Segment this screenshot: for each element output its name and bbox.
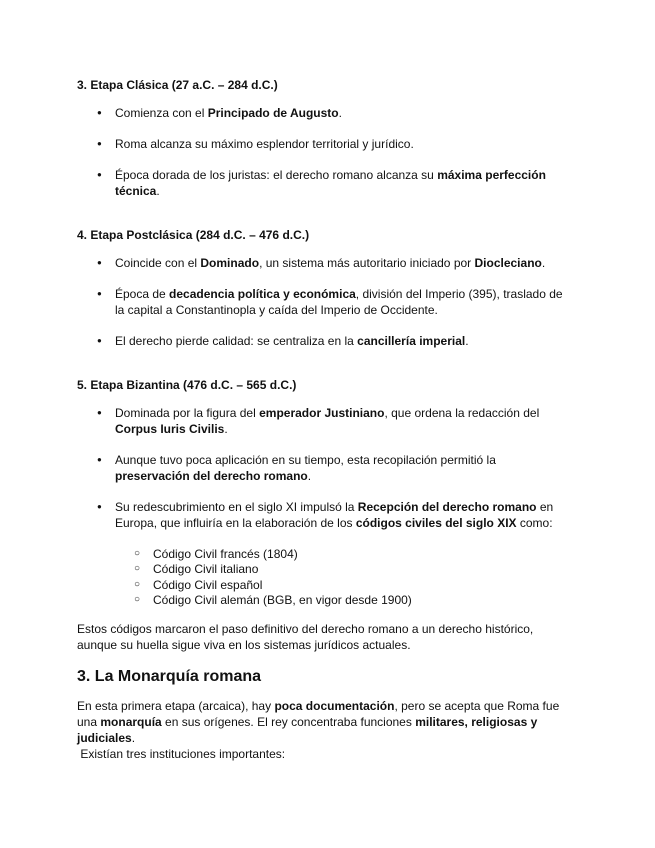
text: Comienza con el: [115, 106, 208, 120]
text: en Europa, que influiría en la elaboración de los: [115, 500, 554, 530]
list-item: [115, 499, 555, 531]
section-heading-bizantina: 5. Etapa Bizantina (476 d.C. – 565 d.C.): [77, 378, 297, 392]
text: Existían tres instituciones importantes:: [80, 747, 286, 761]
closing-paragraph: Estos códigos marcaron el paso definitivo del derecho romano a un derecho histórico, aunque su huella sigue viva en los sistemas jurídicos actuales.: [77, 622, 534, 652]
bold-text: máxima perfección técnica: [115, 168, 546, 198]
text: .: [465, 334, 469, 348]
text: .: [224, 422, 228, 436]
sub-list-item: ○ Código Civil francés (1804): [153, 546, 298, 562]
sub-list-item: ○ Código Civil español: [153, 577, 262, 593]
bold-text: decadencia política y económica: [169, 287, 356, 301]
text: Aunque tuvo poca aplicación en su tiempo, esta recopilación permitió la: [115, 453, 496, 467]
text: , un sistema más autoritario iniciado por: [259, 256, 475, 270]
bold-text: Corpus Iuris Civilis: [115, 422, 225, 436]
text: .: [307, 469, 312, 483]
section-heading-postclasica: 4. Etapa Postclásica (284 d.C. – 476 d.C.): [77, 228, 310, 242]
list-item: [115, 333, 585, 349]
text: .: [131, 731, 136, 745]
sub-list-item: ○ Código Civil italiano: [153, 561, 258, 577]
section-heading-clasica: 3. Etapa Clásica (27 a.C. – 284 d.C.): [77, 78, 278, 92]
text: Su redescubrimiento en el siglo XI impulsó la: [115, 500, 358, 514]
text: Coincide con el: [115, 256, 201, 270]
monarquia-paragraph: [77, 698, 582, 762]
bold-text: militares, religiosas y judiciales: [77, 715, 538, 745]
list-item: [115, 255, 585, 271]
text: Época dorada de los juristas: el derecho romano alcanza su: [115, 168, 438, 182]
text: .: [338, 106, 342, 120]
text: , que ordena la redacción del: [384, 406, 540, 420]
section-title-monarquia: 3. La Monarquía romana: [77, 668, 262, 685]
bold-text: cancillería imperial: [357, 334, 466, 348]
text: , división del Imperio (395), traslado de la capital a Constantinopla y caída del Imperio de Occidente.: [115, 287, 563, 317]
text: El derecho pierde calidad: se centraliza en la: [115, 334, 358, 348]
bold-text: emperador Justiniano: [259, 406, 385, 420]
list-item: [115, 286, 575, 318]
text: En esta primera etapa (arcaica), hay: [77, 699, 275, 713]
list-item: [115, 167, 555, 199]
list-item: [115, 136, 585, 152]
bold-text: códigos civiles del siglo XIX: [355, 516, 517, 530]
text: como:: [516, 516, 553, 530]
text: en sus orígenes. El rey concentraba funciones: [161, 715, 416, 729]
text: Dominada por la figura del: [115, 406, 260, 420]
list-item: [115, 405, 580, 437]
bold-text: Recepción del derecho romano: [357, 500, 537, 514]
text: .: [156, 184, 160, 198]
text: Época de: [115, 287, 170, 301]
bold-text: poca documentación: [274, 699, 395, 713]
list-item: [115, 452, 570, 484]
text: Roma alcanza su máximo esplendor territorial y jurídico.: [115, 137, 414, 151]
bold-text: preservación del derecho romano: [115, 469, 308, 483]
text: , pero se acepta que Roma fue una: [77, 699, 560, 729]
bold-text: Diocleciano: [474, 256, 542, 270]
bold-text: Dominado: [200, 256, 260, 270]
list-item: [115, 105, 585, 121]
sub-list-item: ○ Código Civil alemán (BGB, en vigor desde 1900): [153, 592, 412, 608]
bold-text: Principado de Augusto: [207, 106, 339, 120]
text: .: [541, 256, 546, 270]
bold-text: monarquía: [100, 715, 162, 729]
